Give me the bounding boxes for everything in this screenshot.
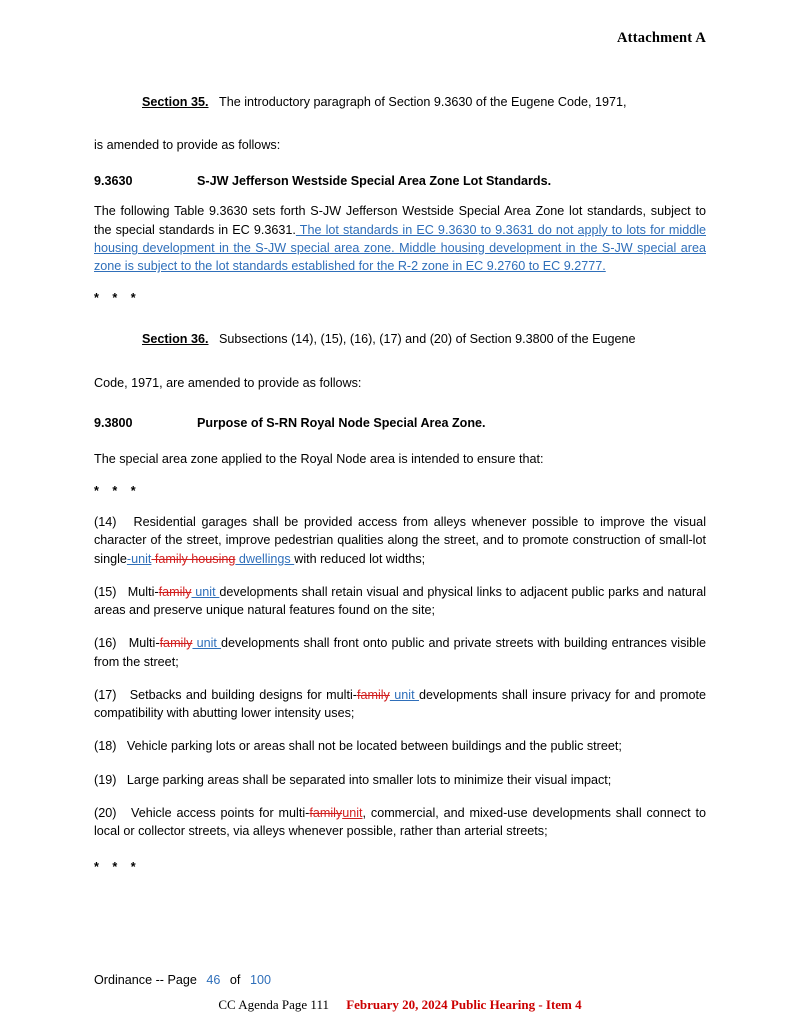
item-text: Residential garages shall be provided access from alleys whenever possible to improve the visual character of the street, improve pedestrian qualities along the street, and to promote construction of small-lot single [94, 515, 706, 566]
section-36-stars-before: * * * [94, 484, 141, 498]
document-content [94, 0, 706, 887]
item-text: Large parking areas shall be separated into smaller lots to minimize their visual impact; [126, 772, 612, 787]
hearing-info-label: February 20, 2024 Public Hearing - Item 4 [346, 997, 582, 1012]
inserted-text: unit [389, 687, 420, 702]
item-text: Vehicle parking lots or areas shall not be located between buildings and the public street; [126, 739, 622, 754]
deleted-text: family [158, 584, 192, 599]
ordinance-label: Ordinance -- Page [94, 973, 197, 987]
numbered-item-number: (17) [94, 687, 130, 702]
agenda-footer [0, 997, 800, 1013]
numbered-items-list [94, 513, 706, 840]
section-36-text: Subsections (14), (15), (16), (17) and (20) of Section 9.3800 of the Eugene [219, 332, 636, 347]
deleted-text: family housing [151, 551, 236, 566]
numbered-item [94, 634, 706, 671]
deleted-text: family [159, 636, 193, 651]
item-text: Multi- [128, 636, 160, 651]
footer-total-pages: 100 [249, 973, 271, 987]
section-35-lead [94, 90, 706, 115]
heading-9-3800-number: 9.3800 [94, 415, 133, 430]
heading-9-3800-title: Purpose of S-RN Royal Node Special Area Zone. [197, 415, 486, 430]
section-36-stars-after: * * * [94, 860, 141, 875]
section-35-text: The introductory paragraph of Section 9.3630 of the Eugene Code, 1971, [219, 95, 627, 109]
section-35-label: Section 35. [142, 95, 209, 109]
heading-9-3630 [94, 174, 706, 188]
footer-page-number: 46 [206, 973, 221, 987]
numbered-item [94, 686, 706, 723]
item-text: developments shall retain visual and physical links to adjacent public parks and natural areas and preserve unique natural features found on the site; [94, 584, 706, 617]
numbered-item-number: (15) [94, 584, 128, 599]
item-text: Vehicle access points for multi- [130, 805, 310, 820]
section-35-continuation: is amended to provide as follows: [94, 138, 281, 153]
numbered-item-number: (18) [94, 739, 127, 754]
page-footer [94, 973, 271, 987]
footer-of-label: of [229, 973, 241, 987]
section-35-body [94, 202, 706, 275]
section-35-body-inserted: The lot standards in EC 9.3630 to 9.3631 do not apply to lots for middle housing development in the S-JW special area zone. Middle housing development in the S-JW special area zone is subject to the lot standards established for the R-2 zone in EC 9.2760 to EC 9.2777. [94, 222, 706, 274]
inserted-text: dwellings [235, 551, 295, 566]
heading-9-3800 [94, 416, 706, 430]
item-text: developments shall front onto public and private streets with building entrances visible from the street; [94, 636, 706, 669]
item-text: , commercial, and mixed-use developments shall connect to local or collector streets, via alleys whenever possible, rather than arterial streets; [94, 805, 706, 838]
inserted-text: -unit [126, 551, 152, 566]
section-35-body-before: The following Table 9.3630 sets forth S-JW Jefferson Westside Special Area Zone lot standards, subject to the special standards in EC 9.3631. [94, 204, 706, 237]
deleted-text: family [356, 687, 390, 702]
numbered-item-number: (16) [94, 636, 129, 651]
numbered-item-number: (20) [94, 805, 131, 820]
inserted-text: unit [342, 805, 363, 820]
section-36-label: Section 36. [142, 332, 209, 347]
heading-9-3630-title: S-JW Jefferson Westside Special Area Zone Lot Standards. [197, 174, 552, 189]
agenda-page-label: CC Agenda Page 111 [218, 997, 329, 1012]
numbered-item [94, 737, 706, 755]
numbered-item-number: (19) [94, 772, 127, 787]
item-text: developments shall insure privacy for and promote compatibility with abutting lower intensity uses; [94, 687, 706, 720]
heading-9-3630-number: 9.3630 [94, 174, 133, 189]
numbered-item [94, 513, 706, 568]
numbered-item-number: (14) [94, 515, 134, 529]
numbered-item [94, 583, 706, 620]
deleted-text: family [309, 805, 343, 820]
inserted-text: unit [191, 584, 220, 599]
section-36-intro: The special area zone applied to the Royal Node area is intended to ensure that: [94, 451, 544, 466]
attachment-header: Attachment A [617, 30, 706, 46]
inserted-text: unit [192, 636, 222, 651]
item-text: with reduced lot widths; [294, 551, 426, 566]
numbered-item [94, 804, 706, 841]
section-36-continuation: Code, 1971, are amended to provide as follows: [94, 375, 362, 390]
item-text: Multi- [127, 584, 159, 599]
section-36-lead [94, 327, 706, 352]
section-35-stars: * * * [94, 291, 141, 306]
item-text: Setbacks and building designs for multi- [129, 687, 357, 702]
numbered-item [94, 771, 706, 789]
